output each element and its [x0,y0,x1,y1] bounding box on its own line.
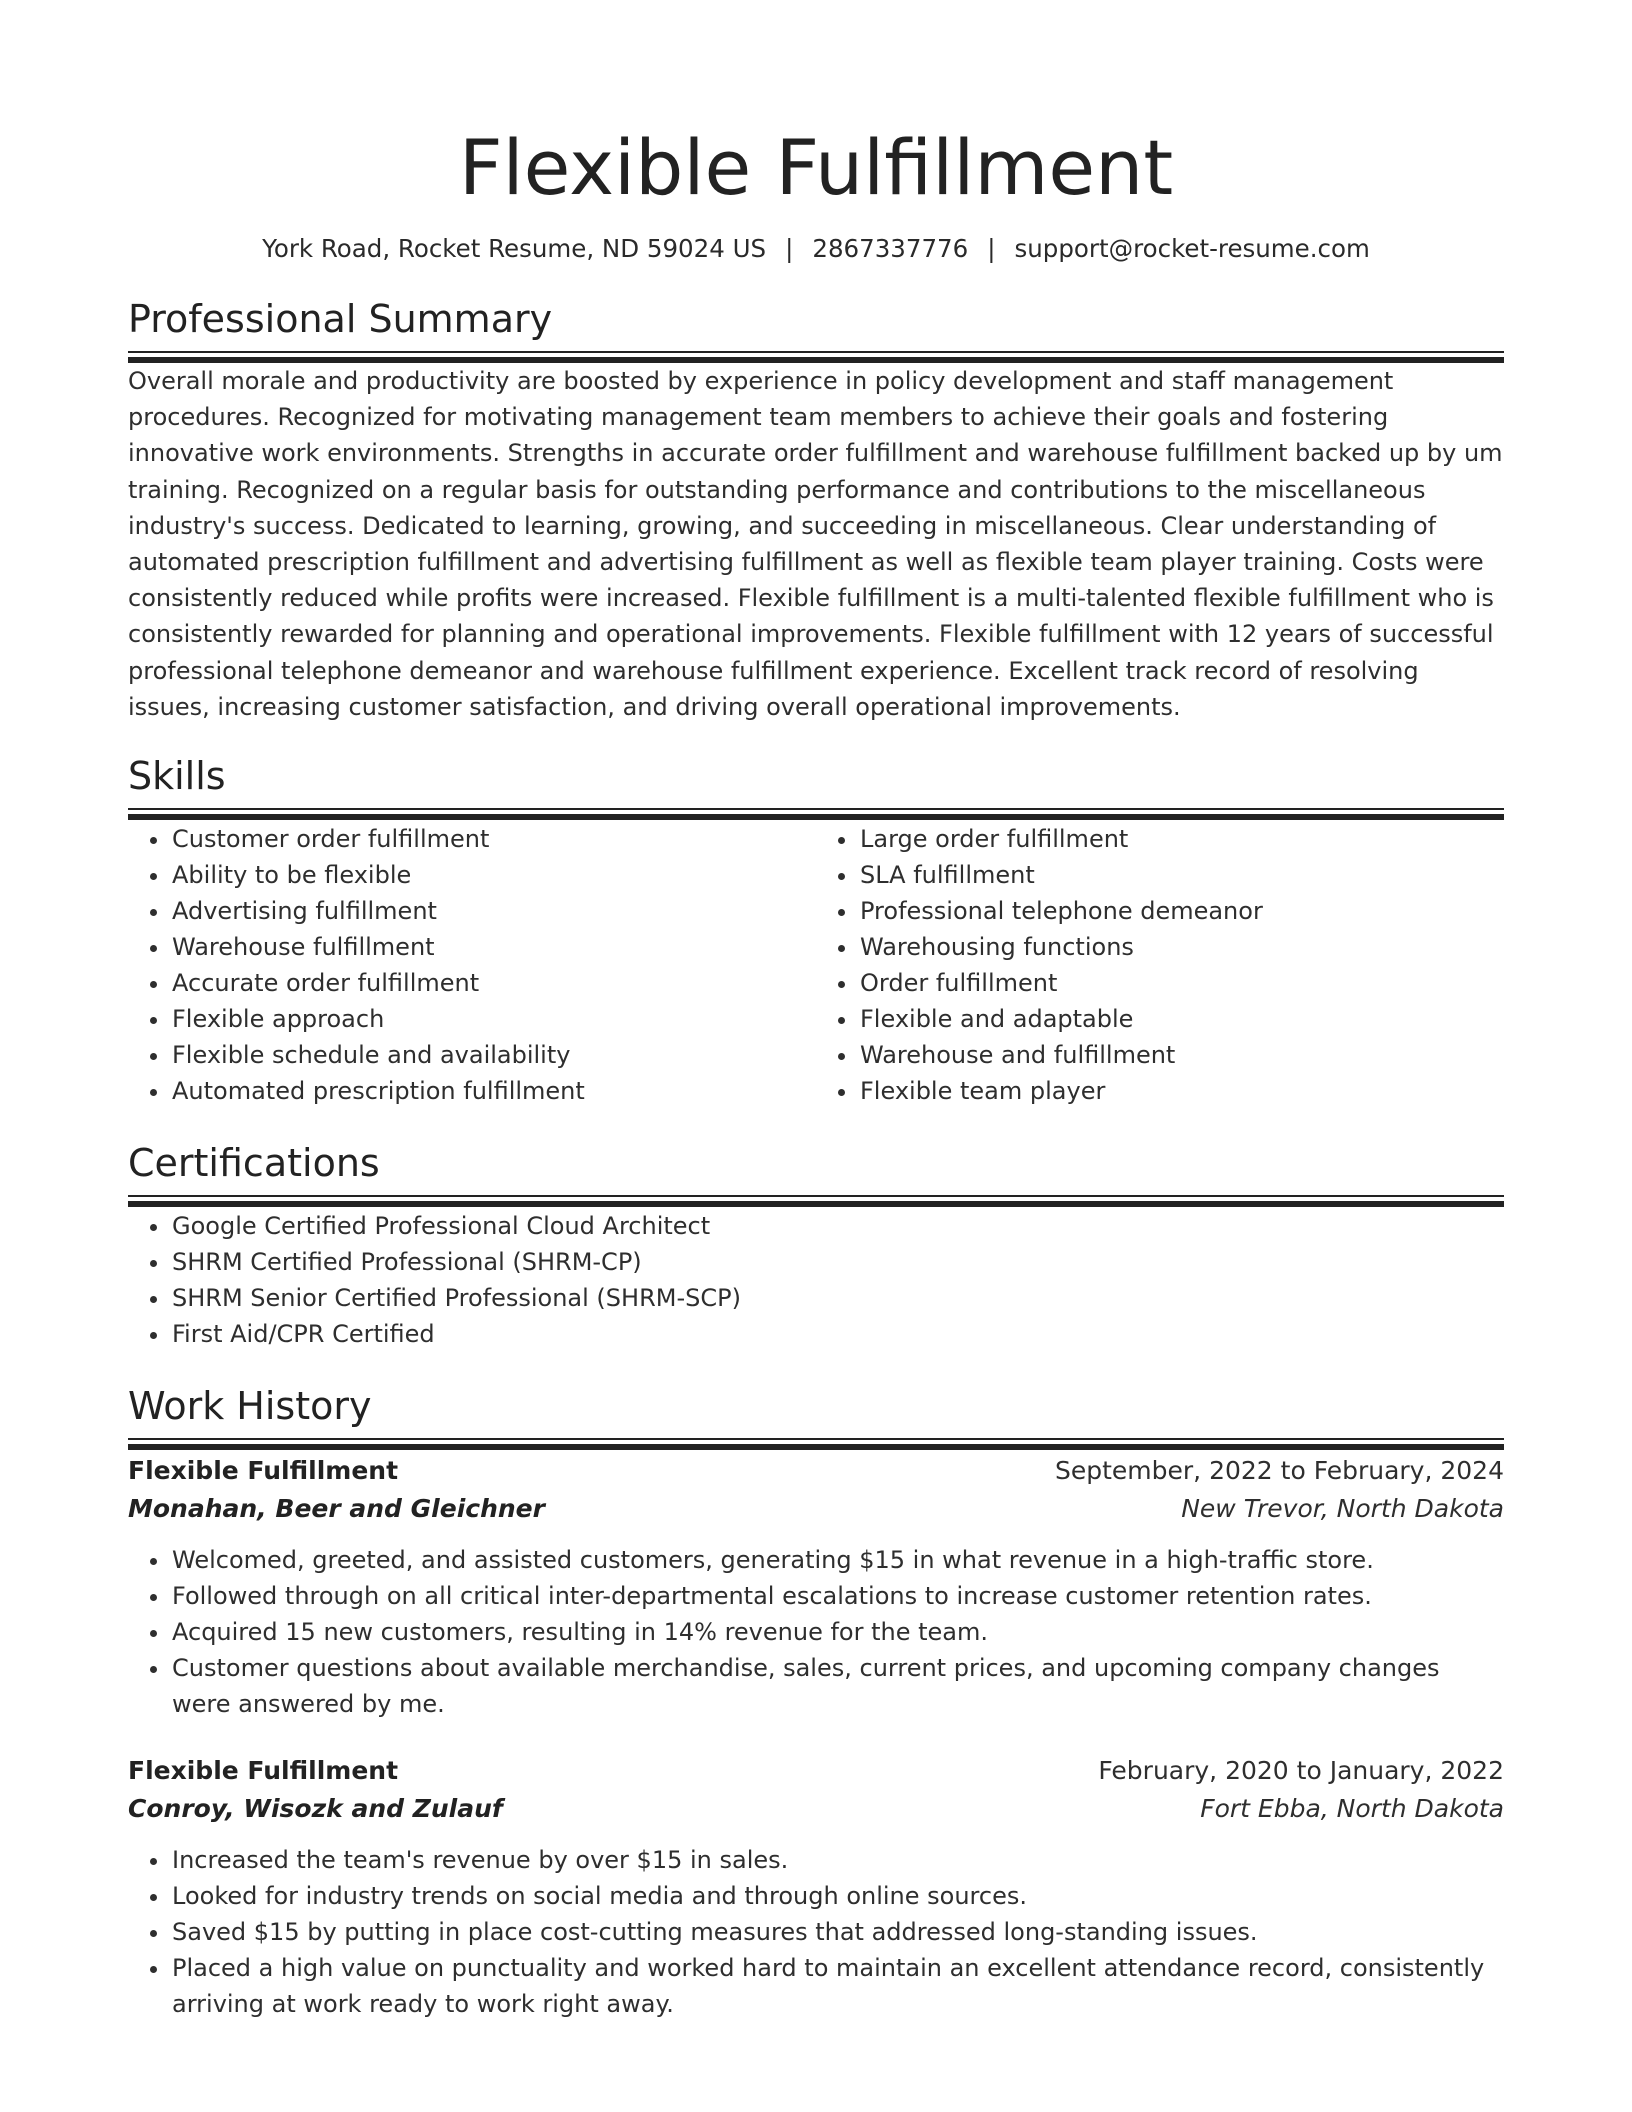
job-location: Fort Ebba, North Dakota [1200,1794,1504,1824]
certification-item: • SHRM Certified Professional (SHRM-CP) [171,1244,1504,1280]
skills-grid [128,821,1504,1109]
job-location: New Trevor, North Dakota [1181,1494,1504,1524]
contact-separator: | [785,234,794,263]
skills-section [128,752,1504,1109]
skill-item: • Advertising fulfillment [171,893,816,929]
skill-item: • Customer order fulfillment [171,821,816,857]
job-bullets [128,1542,1504,1722]
certification-item: • Google Certified Professional Cloud Architect [171,1208,1504,1244]
job-entry [128,1452,1504,1722]
skills-list-left [128,821,816,1109]
certifications-heading: Certifications [128,1141,380,1186]
job-bullet: • Increased the team's revenue by over $15 in sales. [171,1842,1504,1878]
job-title: Flexible Fulfillment [128,1756,399,1786]
contact-email[interactable]: support@rocket-resume.com [1014,234,1370,263]
certifications-section [128,1139,1504,1352]
summary-heading: Professional Summary [128,297,553,341]
job-entry [128,1752,1504,2022]
job-header [128,1452,1504,1490]
job-bullet: • Followed through on all critical inter-departmental escalations to increase customer retention rates. [171,1578,1504,1614]
skill-item: • Flexible and adaptable [859,1001,1504,1037]
skills-heading: Skills [128,754,226,799]
contact-address: York Road, Rocket Resume, ND 59024 US [262,234,767,263]
job-title: Flexible Fulfillment [128,1456,399,1486]
skill-item: • Flexible team player [859,1073,1504,1109]
skill-item: • Warehouse fulfillment [171,929,816,965]
job-bullet: • Saved $15 by putting in place cost-cutting measures that addressed long-standing issues. [171,1914,1504,1950]
summary-text: Overall morale and productivity are boosted by experience in policy development and staff management procedures. Recognized for motivating management team members to achieve their goals and fostering innovative work environments. Strengths in accurate order fulfillment and warehouse fulfillment backed up by um training. Recognized on a regular basis for outstanding performance and contributions to the miscellaneous industry's success. Dedicated to learning, growing, and succeeding in miscellaneous. Clear understanding of automated prescription fulfillment and advertising fulfillment as well as flexible team player training. Costs were consistently reduced while profits were increased. Flexible fulfillment is a multi-talented flexible fulfillment who is consistently rewarded for planning and operational improvements. Flexible fulfillment with 12 years of successful professional telephone demeanor and warehouse fulfillment experience. Excellent track record of resolving issues, increasing customer satisfaction, and driving overall operational improvements. [128,367,1503,721]
skill-item: • Warehousing functions [859,929,1504,965]
job-subheader [128,1490,1504,1528]
skill-item: • Ability to be flexible [171,857,816,893]
job-header [128,1752,1504,1790]
skill-item: • Order fulfillment [859,965,1504,1001]
skill-item: • Flexible schedule and availability [171,1037,816,1073]
certification-item: • SHRM Senior Certified Professional (SHRM-SCP) [171,1280,1504,1316]
skill-item: • SLA fulfillment [859,857,1504,893]
work-history-heading: Work History [128,1384,372,1429]
job-bullet: • Looked for industry trends on social media and through online sources. [171,1878,1504,1914]
job-dates: September, 2022 to February, 2024 [1055,1456,1504,1486]
skills-list-right [816,821,1504,1109]
job-bullet: • Acquired 15 new customers, resulting in 14% revenue for the team. [171,1614,1504,1650]
job-bullets [128,1842,1504,2022]
skill-item: • Professional telephone demeanor [859,893,1504,929]
job-dates: February, 2020 to January, 2022 [1098,1756,1504,1786]
certification-item: • First Aid/CPR Certified [171,1316,1504,1352]
contact-line [128,233,1504,265]
job-bullet: • Placed a high value on punctuality and worked hard to maintain an excellent attendance record, consistently arriving at work ready to work right away. [171,1950,1504,2022]
skill-item: • Automated prescription fulfillment [171,1073,816,1109]
job-bullet: • Welcomed, greeted, and assisted customers, generating $15 in what revenue in a high-traffic store. [171,1542,1504,1578]
skill-item: • Large order fulfillment [859,821,1504,857]
contact-phone: 2867337776 [812,234,969,263]
candidate-name: Flexible Fulfillment [458,123,1174,212]
job-company: Conroy, Wisozk and Zulauf [128,1794,503,1824]
skill-item: • Warehouse and fulfillment [859,1037,1504,1073]
skill-item: • Flexible approach [171,1001,816,1037]
certifications-list [128,1208,1504,1352]
job-company: Monahan, Beer and Gleichner [128,1494,545,1524]
job-bullet: • Customer questions about available merchandise, sales, current prices, and upcoming company changes were answered by me. [171,1650,1504,1722]
job-subheader [128,1790,1504,1828]
summary-section [128,295,1504,725]
work-history-section [128,1382,1504,2022]
skill-item: • Accurate order fulfillment [171,965,816,1001]
resume-page [128,0,1504,2022]
contact-separator: | [987,234,996,263]
